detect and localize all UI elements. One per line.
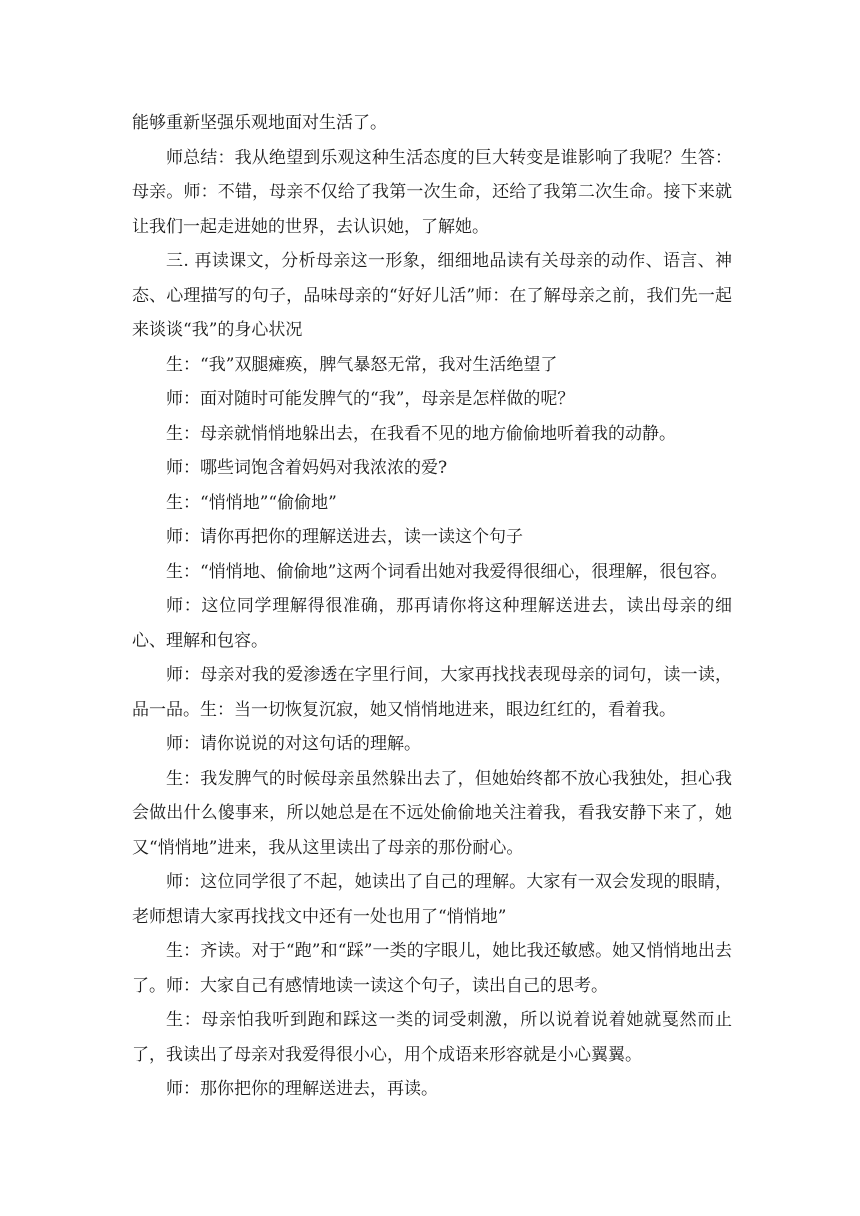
paragraph-student-6: 生：齐读。对于“跑”和“踩”一类的字眼儿，她比我还敏感。她又悄悄地出去了。师：大家自己有感情地读一读这个句子，读出自己的思考。 xyxy=(132,941,732,996)
paragraph-teacher-8: 师：那你把你的理解送进去，再读。 xyxy=(166,1079,438,1099)
paragraph-student-2: 生：母亲就悄悄地躲出去，在我看不见的地方偷偷地听着我的动静。 xyxy=(166,423,676,444)
paragraph-teacher-1: 师：面对随时可能发脾气的“我”，母亲是怎样做的呢？ xyxy=(166,389,575,409)
paragraph-continuation: 能够重新坚强乐观地面对生活了。 xyxy=(132,113,387,133)
document-body xyxy=(132,106,732,1107)
paragraph-teacher-summary: 师总结：我从绝望到乐观这种生活态度的巨大转变是谁影响了我呢？生答：母亲。师：不错，母亲不仅给了我第一次生命，还给了我第二次生命。接下来就让我们一起走进她的世界，去认识她，了解她。 xyxy=(132,147,732,237)
paragraph-student-1: 生：“我”双腿瘫痪，脾气暴怒无常，我对生活绝望了 xyxy=(166,354,558,375)
paragraph-student-4: 生：“悄悄地、偷偷地”这两个词看出她对我爱得很细心，很理解，很包容。 xyxy=(166,561,728,582)
paragraph-student-7: 生：母亲怕我听到跑和踩这一类的词受刺激，所以说着说着她就戛然而止了，我读出了母亲对我爱得很小心，用个成语来形容就是小心翼翼。 xyxy=(132,1010,732,1065)
paragraph-teacher-7: 师：这位同学很了不起，她读出了自己的理解。大家有一双会发现的眼睛，老师想请大家再找找文中还有一处也用了“悄悄地” xyxy=(132,872,732,927)
paragraph-teacher-2: 师：哪些词饱含着妈妈对我浓浓的爱? xyxy=(166,458,448,478)
paragraph-student-5: 生：我发脾气的时候母亲虽然躲出去了，但她始终都不放心我独处，担心我会做出什么傻事来，所以她总是在不远处偷偷地关注着我，看我安静下来了，她又“悄悄地”进来，我从这里读出了母亲的那份耐心。 xyxy=(132,768,732,858)
paragraph-student-3: 生：“悄悄地”“偷偷地” xyxy=(166,492,337,513)
paragraph-teacher-3: 师：请你再把你的理解送进去，读一读这个句子 xyxy=(166,527,523,547)
paragraph-teacher-4: 师：这位同学理解得很准确，那再请你将这种理解送进去，读出母亲的细心、理解和包容。 xyxy=(132,596,732,651)
paragraph-section-three: 三. 再读课文，分析母亲这一形象，细细地品读有关母亲的动作、语言、神态、心理描写的句子，品味母亲的“好好儿活”师：在了解母亲之前，我们先一起来谈谈“我”的身心状况 xyxy=(132,251,732,340)
paragraph-teacher-5: 师：母亲对我的爱渗透在字里行间，大家再找找表现母亲的词句，读一读，品一品。生：当一切恢复沉寂，她又悄悄地进来，眼边红红的，看着我。 xyxy=(132,665,732,720)
paragraph-teacher-6: 师：请你说说的对这句话的理解。 xyxy=(166,734,421,754)
